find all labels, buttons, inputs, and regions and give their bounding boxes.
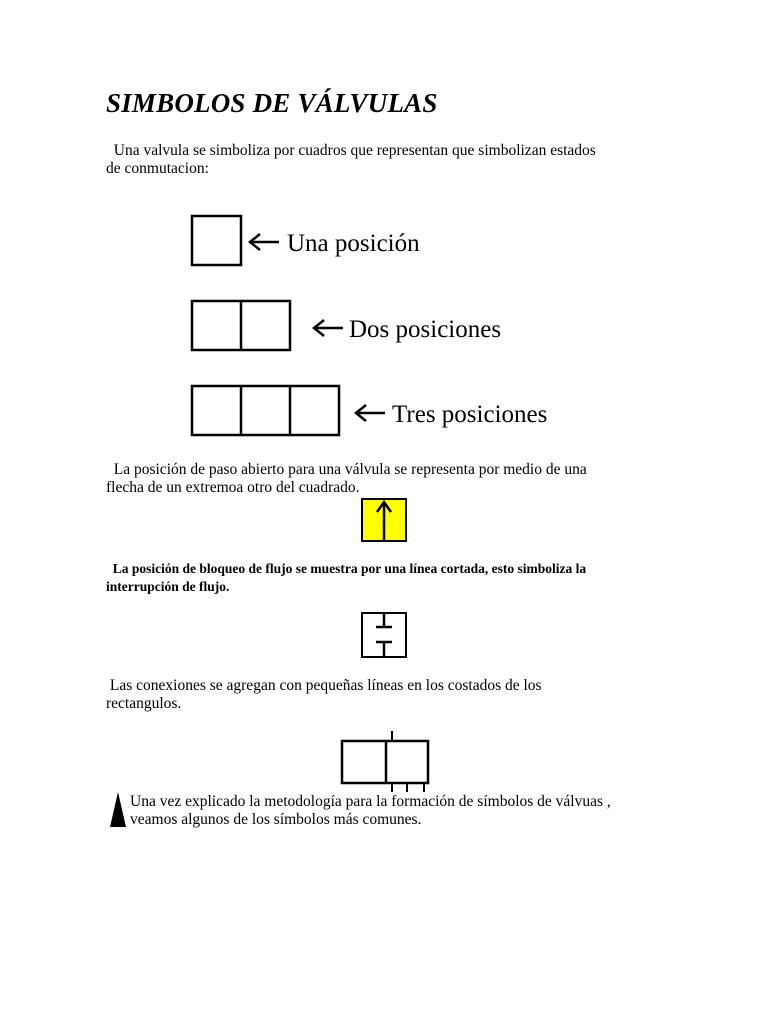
arrow-left-icon (356, 405, 385, 421)
two-positions-symbol (192, 301, 290, 350)
intro-paragraph: Una valvula se simboliza por cuadros que representan que simbolizan estados de conmutacion: (106, 142, 596, 177)
one-position-label: Una posición (287, 230, 420, 257)
open-path-symbol (362, 499, 406, 541)
triangle-marker-icon (110, 792, 126, 827)
connections-paragraph: Las conexiones se agregan con pequeñas líneas en los costados de los rectangulos. (106, 677, 542, 712)
open-path-paragraph: La posición de paso abierto para una válvula se representa por medio de una flecha de un extremoa otro del cuadrado. (106, 461, 587, 496)
two-positions-label: Dos posiciones (349, 316, 502, 343)
closing-paragraph: Una vez explicado la metodología para la formación de símbolos de válvuas , veamos algunos de los símbolos más comunes. (130, 793, 611, 828)
page-title: SIMBOLOS DE VÁLVULAS (106, 88, 438, 118)
one-position-symbol (192, 216, 241, 265)
three-positions-label: Tres posiciones (392, 401, 548, 428)
blocked-path-symbol (362, 613, 406, 657)
blocked-path-paragraph: La posición de bloqueo de flujo se muestra por una línea cortada, esto simboliza la interrupción de flujo. (106, 561, 587, 594)
three-positions-symbol (192, 386, 339, 435)
arrow-left-icon (314, 320, 343, 336)
arrow-left-icon (250, 234, 279, 250)
connections-symbol (342, 731, 428, 792)
